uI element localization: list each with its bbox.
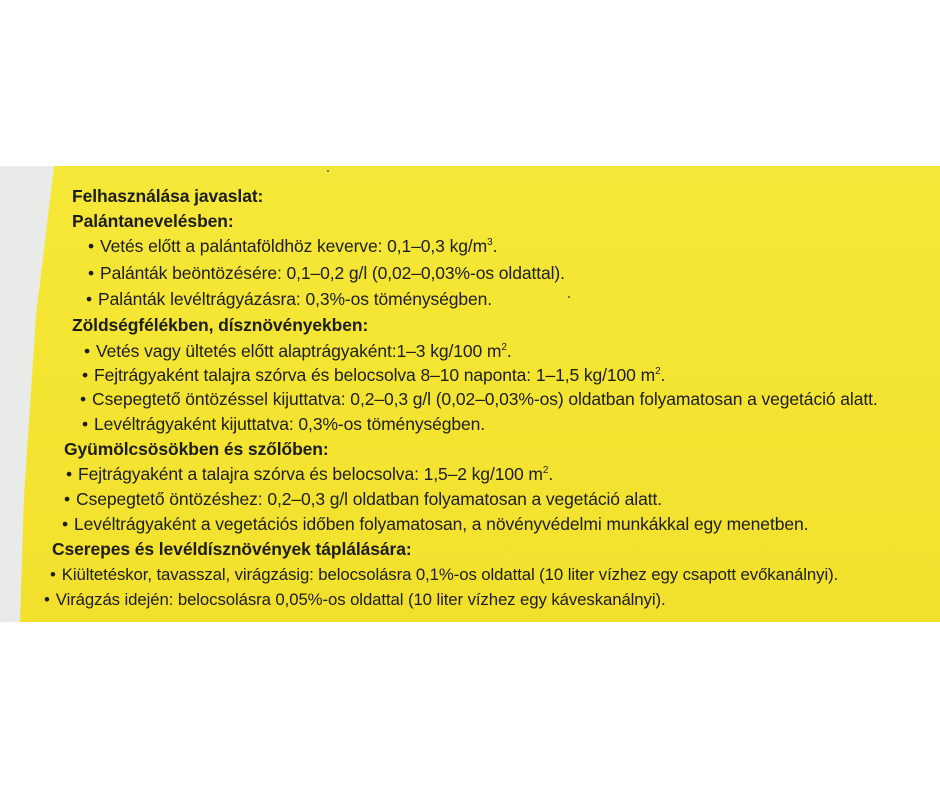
list-item: • Palánták levéltrágyázásra: 0,3%-os töménységben.	[86, 288, 492, 310]
list-item: • Fejtrágyaként a talajra szórva és belocsolva: 1,5–2 kg/100 $m^2$.	[66, 463, 553, 485]
section-heading-vegetables: Zöldségfélékben, dísznövényekben:	[72, 315, 369, 335]
list-item: • Csepegtető öntözéshez: 0,2–0,3 g/l oldatban folyamatosan a vegetáció alatt.	[64, 488, 662, 510]
list-item: • Levéltrágyaként kijuttatva: 0,3%-os töménységben.	[82, 413, 485, 435]
print-speck	[568, 296, 570, 298]
list-item: • Csepegtető öntözéssel kijuttatva: 0,2–0,3 g/l (0,02–0,03%-os) oldatban folyamatosan a vegetáció alatt.	[80, 388, 878, 410]
section-heading-orchards: Gyümölcsösökben és szőlőben:	[64, 439, 329, 459]
list-item: • Palánták beöntözésére: 0,1–0,2 g/l (0,02–0,03%-os oldattal).	[88, 262, 565, 284]
list-item: • Virágzás idején: belocsolásra 0,05%-os oldattal (10 liter vízhez egy káveskanálnyi).	[44, 589, 666, 611]
usage-title: Felhasználása javaslat:	[72, 186, 264, 206]
print-speck	[327, 170, 329, 172]
list-item: • Fejtrágyaként talajra szórva és belocsolva 8–10 naponta: 1–1,5 kg/100 $m^2$.	[82, 364, 665, 386]
product-label-photo	[0, 166, 940, 622]
usage-instructions	[0, 166, 940, 622]
list-item: • Vetés előtt a palántaföldhöz keverve: 0,1–0,3 $kg/m^3$.	[88, 235, 497, 257]
section-heading-seedlings: Palántanevelésben:	[72, 211, 234, 231]
section-heading-potted-plants: Cserepes és levéldísznövények táplálására:	[52, 539, 412, 559]
list-item: • Levéltrágyaként a vegetációs időben folyamatosan, a növényvédelmi munkákkal egy menetben.	[62, 513, 808, 535]
list-item: • Kiültetéskor, tavasszal, virágzásig: belocsolásra 0,1%-os oldattal (10 liter vízhez egy csapott evőkanálnyi).	[50, 564, 838, 586]
list-item: • Vetés vagy ültetés előtt alaptrágyaként:1–3 kg/100 $m^2$.	[84, 340, 512, 362]
